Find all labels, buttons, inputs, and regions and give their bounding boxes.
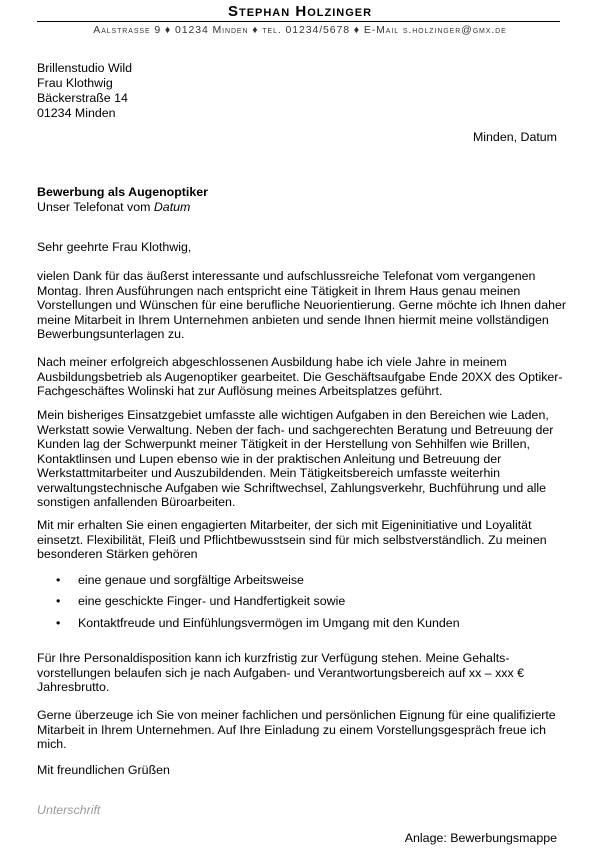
paragraph-line: sonstigen anfallenden Büroarbeiten. [37,495,236,509]
recipient-person: Frau Klothwig [37,76,113,90]
paragraph-line: Gerne überzeuge ich Sie von meiner fachlichen und persönlichen Eignung für eine qualifizierte [37,708,556,722]
letterhead-name: Stephan Holzinger [227,3,373,20]
paragraph-line: verwaltungstechnische Aufgaben wie Schriftwechsel, Zahlungsverkehr, Buchführung und alle [37,480,547,495]
subject-ref-prefix: Unser Telefonat vom [37,200,154,214]
paragraph-salary [37,651,557,695]
closing-greeting: Mit freundlichen Grüßen [37,763,170,777]
paragraph-line: vielen Dank für das äußerst interessante und aufschlussreiche Telefonat vom vergangenen [37,269,536,283]
paragraph-line: Kunden lag der Schwerpunkt meiner Tätigkeit in der Herstellung von Sehhilfen wie Brillen, [37,437,530,451]
paragraph-line: Vorstellungen und Wünschen für eine berufliche Neuorientierung. Gerne möchte ich Ihnen daher [37,298,566,312]
paragraph-line: Fachgeschäftes Wolinski hat zur Auflösung meines Arbeitsplatzes geführt. [37,384,443,398]
paragraph-experience [37,408,557,510]
list-item-text: Kontaktfreude und Einfühlungsvermögen im Umgang mit den Kunden [78,615,460,630]
list-item [37,616,557,637]
paragraph-line: Mit mir erhalten Sie einen engagierten Mitarbeiter, der sich mit Eigeninitiative und Loyalität [37,518,532,532]
paragraph-line: Ausbildungsbetrieb als Augenoptiker gearbeitet. Die Geschäftsaufgabe Ende 20XX des Optiker- [37,369,563,384]
recipient-city: 01234 Minden [37,106,116,120]
paragraph-line: Bewerbungsunterlagen zu. [37,327,185,341]
paragraph-strengths [37,518,557,562]
paragraph-line: Jahresbrutto. [37,680,110,694]
paragraph-line: Werkstatt sowie Verwaltung. Neben der fach- und sachgerechten Beratung und Betreuung der [37,422,554,437]
paragraph-line: vorstellungen belaufen sich je nach Aufgaben- und Verantwortungsbereich auf xx – xxx € [37,665,524,680]
paragraph-line: Kontaktlinsen und Lupen ebenso wie in der praktischen Anleitung und Betreuung der [37,451,502,466]
paragraph-line: Für Ihre Personaldisposition kann ich kurzfristig zur Verfügung stehen. Meine Gehalts- [37,651,510,665]
subject-title: Bewerbung als Augenoptiker [37,185,208,199]
place-date: Minden, Datum [472,130,557,144]
list-item [37,594,557,615]
recipient-street: Bäckerstraße 14 [37,91,128,105]
letterhead-divider [37,21,560,22]
paragraph-background [37,355,563,399]
bullet-icon: • [56,573,61,587]
paragraph-line: Nach meiner erfolgreich abgeschlossenen Ausbildung habe ich viele Jahre in meinem [37,355,507,369]
subject-reference [37,200,190,215]
paragraph-closing [37,708,557,752]
paragraph-line: Mein bisheriges Einsatzgebiet umfasste alle wichtigen Aufgaben in den Bereichen wie Laden, [37,408,549,422]
paragraph-intro [37,269,566,342]
paragraph-line: Montag. Ihren Ausführungen nach entspricht eine Tätigkeit in Ihrem Haus genau meinen [37,283,521,298]
signature-placeholder: Unterschrift [37,803,101,817]
paragraph-line: mich. [37,737,67,751]
salutation: Sehr geehrte Frau Klothwig, [37,240,192,254]
recipient-company: Brillenstudio Wild [37,61,133,75]
strengths-list [37,573,557,637]
paragraph-line: meine Mitarbeit in Ihrem Unternehmen anbieten und sende Ihnen hiermit meine vollständigen [37,312,549,327]
bullet-icon: • [56,615,61,630]
subject-ref-date: Datum [153,200,191,214]
letterhead-contact: Aalstrasse 9 ♦ 01234 Minden ♦ tel. 01234/5678 ♦ E-Mail s.holzinger@gmx.de [93,24,507,36]
bullet-icon: • [56,594,61,609]
paragraph-line: einsetzt. Flexibilität, Fleiß und Pflichtbewusstsein sind für mich selbstverständlich. Zu meinen [37,532,547,547]
paragraph-line: Werkstattmitarbeiter und Auszubildenden. Mein Tätigkeitsbereich umfasste weiterhin [37,466,501,480]
paragraph-line: besonderen Stärken gehören [37,547,198,561]
attachment-note: Anlage: Bewerbungsmappe [404,831,557,845]
list-item-text: eine genaue und sorgfältige Arbeitsweise [78,573,304,587]
list-item-text: eine geschickte Finger- und Handfertigkeit sowie [78,594,346,609]
list-item [37,573,557,594]
paragraph-line: Mitarbeit in Ihrem Unternehmen. Auf Ihre Einladung zu einem Vorstellungsgespräch freue ich [37,722,546,737]
